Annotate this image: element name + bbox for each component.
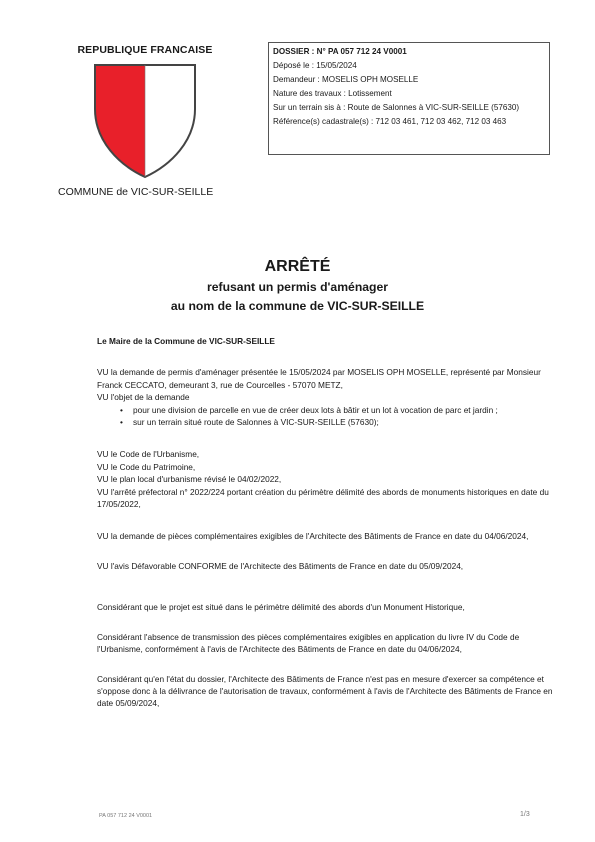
dossier-filed-date: Déposé le : 15/05/2024 xyxy=(273,61,357,70)
commune-label: COMMUNE de VIC-SUR-SEILLE xyxy=(58,186,214,198)
vu-pieces-complementaires: VU la demande de pièces complémentaires exigibles de l'Architecte des Bâtiments de France en date du 04/06/2024, xyxy=(97,531,529,542)
vu-avis-abf: VU l'avis Défavorable CONFORME de l'Architecte des Bâtiments de France en date du 05/09/2024, xyxy=(97,560,464,571)
considerant-monument: Considérant que le projet est situé dans le périmètre délimité des abords d'un Monument Historique, xyxy=(97,602,465,613)
vu-arrete-prefectoral: VU l'arrêté préfectoral n° 2022/224 portant création du périmètre délimité des abords de monuments historiques en date du 17/05/2022, xyxy=(97,486,549,510)
title-block xyxy=(0,256,595,316)
objet-bullet-list xyxy=(97,404,557,429)
vu-code-patrimoine: VU le Code du Patrimoine, xyxy=(97,461,196,472)
document-title: ARRÊTÉ xyxy=(264,258,331,275)
mayor-heading: Le Maire de la Commune de VIC-SUR-SEILLE xyxy=(97,336,275,346)
republic-label: REPUBLIQUE FRANCAISE xyxy=(77,44,213,56)
objet-bullet-item: • sur un terrain situé route de Salonnes à VIC-SUR-SEILLE (57630); xyxy=(133,416,557,428)
vu-code-urbanisme: VU le Code de l'Urbanisme, xyxy=(97,449,200,460)
considerant-pieces: Considérant l'absence de transmission des pièces complémentaires exigibles en application du livre IV du Code de l'Urbanisme, conformément à l'avis de l'Architecte des Bâtiments de France en date du 04/06/2024, xyxy=(97,631,520,655)
considerant-opposition: Considérant qu'en l'état du dossier, l'Architecte des Bâtiments de France n'est pas en mesure d'exercer sa compétence et s'oppose donc à la délivrance de l'autorisation de travaux, conformément à l'avis de l'Architecte des Bâtiments de France en date 05/09/2024, xyxy=(97,673,553,709)
dossier-work-type: Nature des travaux : Lotissement xyxy=(273,89,392,98)
vu-plu: VU le plan local d'urbanisme révisé le 04/02/2022, xyxy=(97,474,282,485)
dossier-info-box xyxy=(268,42,550,155)
vu-objet: VU l'objet de la demande xyxy=(97,392,190,403)
document-subtitle-line1: refusant un permis d'aménager xyxy=(206,280,389,294)
objet-bullet-item: • pour une division de parcelle en vue de créer deux lots à bâtir et un lot à vocation de parc et jardin ; xyxy=(133,404,557,416)
footer-reference: PA 057 712 24 V0001 xyxy=(99,813,153,819)
dossier-number: DOSSIER : N° PA 057 712 24 V0001 xyxy=(273,47,407,56)
vu-demande: VU la demande de permis d'aménager présentée le 15/05/2024 par MOSELIS OPH MOSELLE, représenté par Monsieur Franck CECCATO, demeurant 3, rue de Courcelles - 57070 METZ, xyxy=(97,367,541,390)
page-number: 1/3 xyxy=(520,811,530,818)
dossier-location: Sur un terrain sis à : Route de Salonnes à VIC-SUR-SEILLE (57630) xyxy=(273,103,520,112)
coat-of-arms-shield xyxy=(89,59,201,183)
header-left xyxy=(60,44,230,183)
dossier-cadastral: Référence(s) cadastrale(s) : 712 03 461, 712 03 462, 712 03 463 xyxy=(273,117,507,126)
document-subtitle-line2: au nom de la commune de VIC-SUR-SEILLE xyxy=(170,299,425,313)
dossier-applicant: Demandeur : MOSELIS OPH MOSELLE xyxy=(273,75,419,84)
document-body xyxy=(97,335,557,710)
